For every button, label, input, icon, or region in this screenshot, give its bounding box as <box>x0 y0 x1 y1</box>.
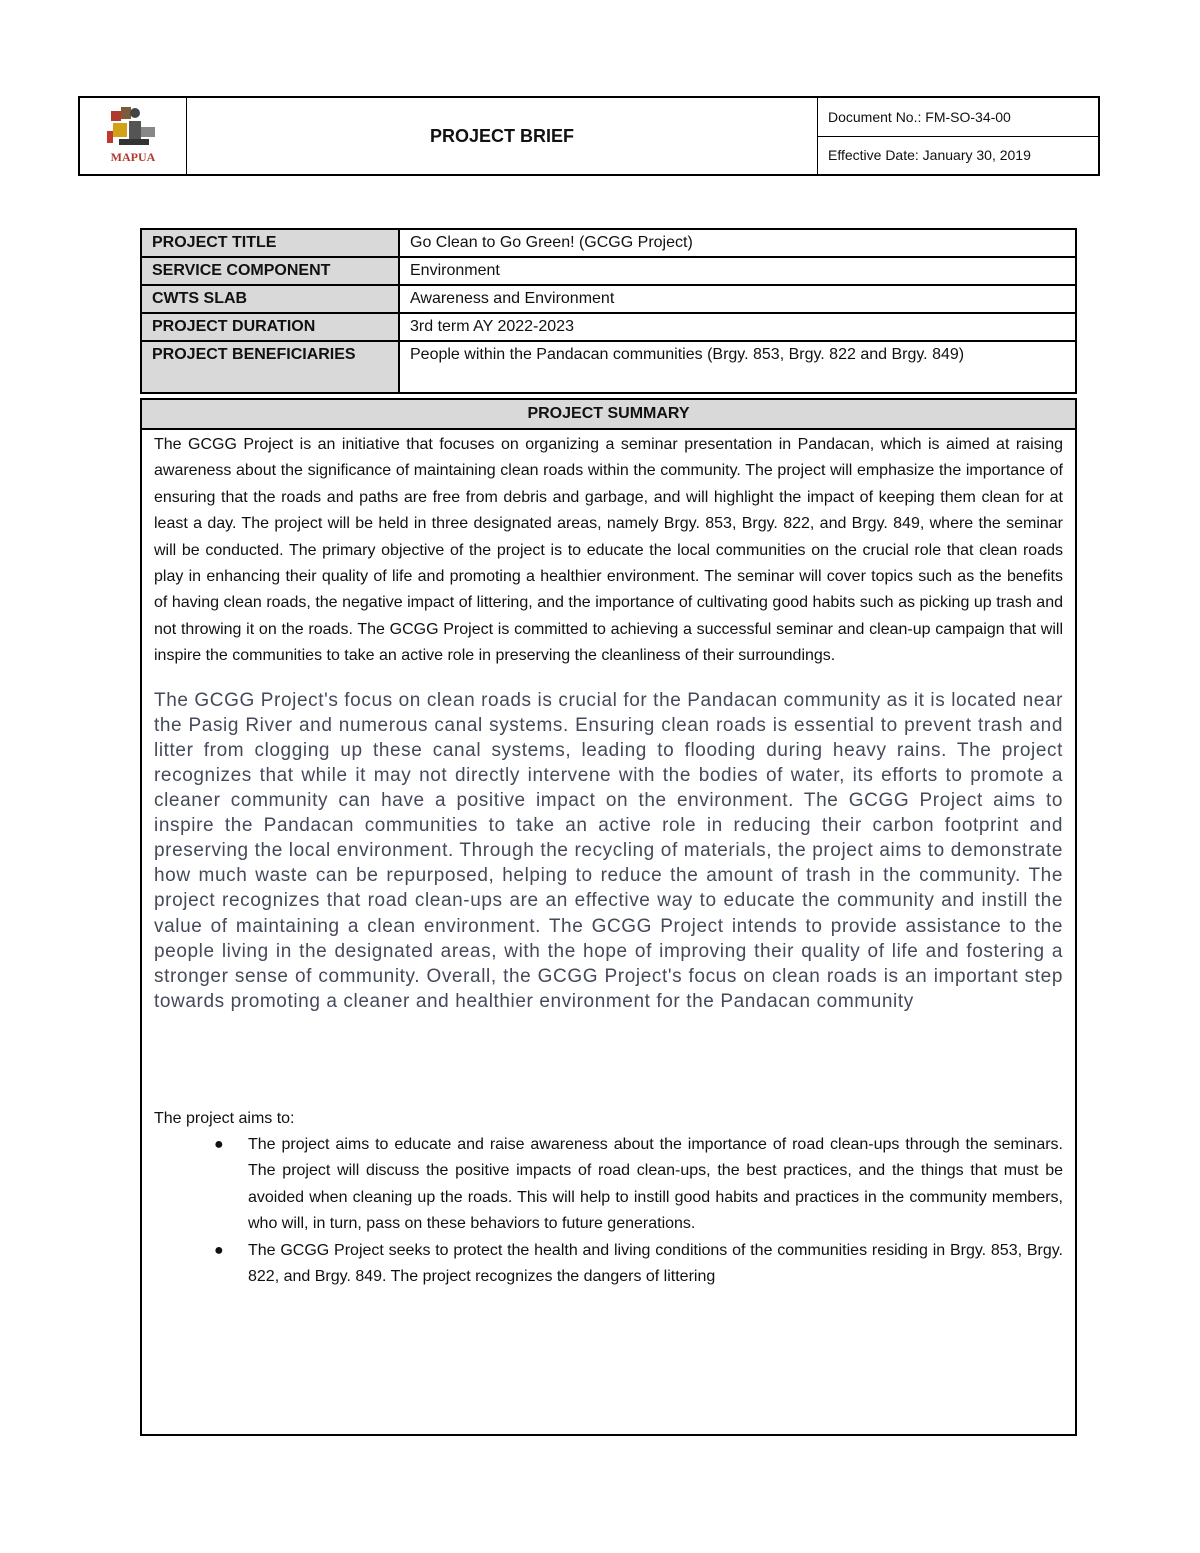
summary-heading: PROJECT SUMMARY <box>142 400 1075 430</box>
row-value-project-title: Go Clean to Go Green! (GCGG Project) <box>399 229 1076 257</box>
bullet-icon: ● <box>214 1241 224 1259</box>
bullet-icon: ● <box>214 1135 224 1153</box>
aim-text: The GCGG Project seeks to protect the health and living conditions of the communities residing in Brgy. 853, Brgy. 822, and Brgy. 849. The project recognizes the dangers of littering <box>248 1241 1063 1285</box>
aims-intro: The project aims to: <box>154 1109 295 1127</box>
row-label-project-title: PROJECT TITLE <box>141 229 399 257</box>
document-header <box>78 96 1100 176</box>
table-row <box>141 257 1076 285</box>
svg-text:MAPUA: MAPUA <box>110 150 156 164</box>
row-value-service-component: Environment <box>399 257 1076 285</box>
table-row <box>141 313 1076 341</box>
row-label-project-duration: PROJECT DURATION <box>141 313 399 341</box>
project-info-table <box>140 228 1077 394</box>
summary-paragraph-2: The GCGG Project's focus on clean roads is crucial for the Pandacan community as it is located near the Pasig River and numerous canal systems. Ensuring clean roads is essential to prevent trash and litter from clogging up these canal systems, leading to flooding during heavy rains. The project recognizes that while it may not directly intervene with the bodies of water, its efforts to promote a cleaner community can have a positive impact on the environment. The GCGG Project aims to inspire the Pandacan communities to take an active role in reducing their carbon footprint and preserving the local environment. Through the recycling of materials, the project aims to demonstrate how much waste can be repurposed, helping to reduce the amount of trash in the community. The project recognizes that road clean-ups are an effective way to educate the community and instill the value of maintaining a clean environment. The GCGG Project intends to provide assistance to the people living in the designated areas, with the hope of improving their quality of life and fostering a stronger sense of community. Overall, the GCGG Project's focus on clean roads is an important step towards promoting a cleaner and healthier environment for the Pandacan community <box>154 689 1063 1012</box>
document-title: PROJECT BRIEF <box>187 98 818 174</box>
mapua-logo <box>101 101 165 171</box>
effective-date: Effective Date: January 30, 2019 <box>828 147 1031 164</box>
row-label-service-component: SERVICE COMPONENT <box>141 257 399 285</box>
document-meta <box>818 98 1098 174</box>
project-summary <box>140 398 1077 1436</box>
list-item <box>214 1132 1063 1238</box>
table-row <box>141 285 1076 313</box>
row-value-project-beneficiaries: People within the Pandacan communities (Brgy. 853, Brgy. 822 and Brgy. 849) <box>399 341 1076 393</box>
list-item <box>214 1238 1063 1291</box>
table-row <box>141 341 1076 393</box>
row-label-project-beneficiaries: PROJECT BENEFICIARIES <box>141 341 399 393</box>
document-number: Document No.: FM-SO-34-00 <box>818 98 1098 137</box>
summary-paragraph-1: The GCGG Project is an initiative that focuses on organizing a seminar presentation in Pandacan, which is aimed at raising awareness about the significance of maintaining clean roads within the community. The project will emphasize the importance of ensuring that the roads and paths are free from debris and garbage, and will highlight the impact of keeping them clean for at least a day. The project will be held in three designated areas, namely Brgy. 853, Brgy. 822, and Brgy. 849, where the seminar will be conducted. The primary objective of the project is to educate the local communities on the crucial role that clean roads play in enhancing their quality of life and promoting a healthier environment. The seminar will cover topics such as the benefits of having clean roads, the negative impact of littering, and the importance of cultivating good habits such as picking up trash and not throwing it on the roads. The GCGG Project is committed to achieving a successful seminar and clean-up campaign that will inspire the communities to take an active role in preserving the cleanliness of their surroundings. <box>154 436 1063 665</box>
row-label-cwts-slab: CWTS SLAB <box>141 285 399 313</box>
aims-list <box>142 1132 1075 1290</box>
row-value-cwts-slab: Awareness and Environment <box>399 285 1076 313</box>
logo-cell <box>80 98 187 174</box>
aim-text: The project aims to educate and raise awareness about the importance of road clean-ups through the seminars. The project will discuss the positive impacts of road clean-ups, the best practices, and the things that must be avoided when cleaning up the roads. This will help to instill good habits and practices in the community members, who will, in turn, pass on these behaviors to future generations. <box>248 1135 1063 1233</box>
table-row <box>141 229 1076 257</box>
row-value-project-duration: 3rd term AY 2022-2023 <box>399 313 1076 341</box>
